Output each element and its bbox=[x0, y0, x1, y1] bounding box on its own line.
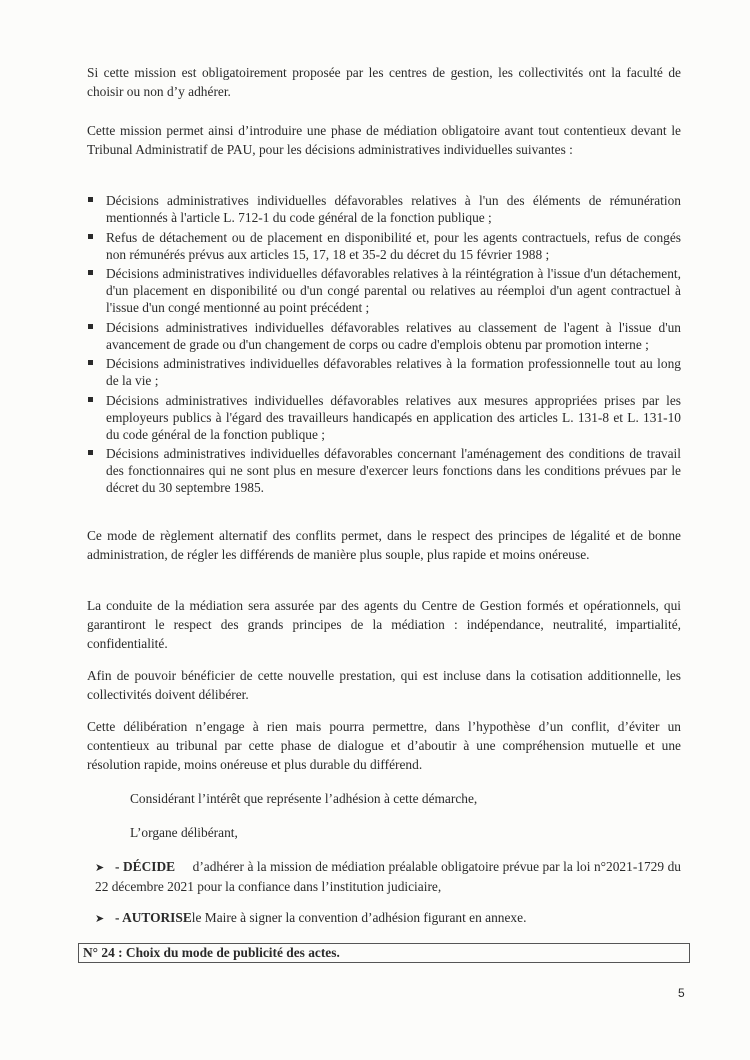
bullet-icon bbox=[88, 324, 93, 329]
organe-line: L’organe délibérant, bbox=[130, 825, 238, 840]
page-number: 5 bbox=[678, 986, 685, 1000]
paragraph-alternative-settlement: Ce mode de règlement alternatif des conflits permet, dans le respect des principes de légalité et de bonne administration, de régler les différends de manière plus souple, plus rapide et moins onéreuse. bbox=[87, 528, 681, 562]
paragraph-benefit: Afin de pouvoir bénéficier de cette nouvelle prestation, qui est incluse dans la cotisation additionnelle, les collectivités doivent délibérer. bbox=[87, 668, 681, 702]
paragraph-mission-intro: Cette mission permet ainsi d’introduire une phase de médiation obligatoire avant tout contentieux devant le Tribunal Administratif de PAU, pour les décisions administratives individuelles suivantes : bbox=[87, 123, 681, 157]
arrow-icon: ➤ bbox=[95, 912, 105, 925]
bullet-icon bbox=[88, 270, 93, 275]
decide-clause bbox=[95, 857, 681, 896]
list-item: Décisions administratives individuelles défavorables relatives à la formation professionnelle tout au long de la vie ; bbox=[87, 355, 681, 389]
list-item: Décisions administratives individuelles défavorables relatives à l'un des éléments de rémunération mentionnés à l'article L. 712-1 du code général de la fonction publique ; bbox=[87, 192, 681, 226]
bullet-icon bbox=[88, 234, 93, 239]
bullet-icon bbox=[88, 450, 93, 455]
paragraph-deliberation: Cette délibération n’engage à rien mais pourra permettre, dans l’hypothèse d’un conflit, d’éviter un contentieux au tribunal par cette phase de dialogue et d’aboutir à une compréhension mutuelle et une résolution rapide, moins onéreuse et plus durable du différend. bbox=[87, 719, 681, 772]
bullet-icon bbox=[88, 197, 93, 202]
considerant-line: Considérant l’intérêt que représente l’adhésion à cette démarche, bbox=[130, 791, 478, 806]
decision-list bbox=[87, 192, 681, 499]
paragraph-mediation-conduct: La conduite de la médiation sera assurée par des agents du Centre de Gestion formés et opérationnels, qui garantiront le respect des grands principes de la médiation : indépendance, neutralité, impartialité, confidentialité. bbox=[87, 598, 681, 651]
autorise-clause bbox=[95, 908, 681, 928]
autorise-label: - AUTORISE bbox=[115, 910, 192, 925]
list-item: Décisions administratives individuelles défavorables relatives à la réintégration à l'issue d'un détachement, d'un placement en disponibilité ou d'un congé parental ou relatives au réemploi d'un agent contractuel à l'issue d'un congé mentionné au point précédent ; bbox=[87, 265, 681, 316]
autorise-text: le Maire à signer la convention d’adhésion figurant en annexe. bbox=[191, 910, 527, 925]
decide-label: - DÉCIDE bbox=[115, 859, 176, 874]
list-item: Décisions administratives individuelles défavorables relatives au classement de l'agent à l'issue d'un avancement de grade ou d'un changement de corps ou cadre d'emplois obtenu par promotion interne ; bbox=[87, 319, 681, 353]
arrow-icon: ➤ bbox=[95, 861, 105, 874]
list-item: Décisions administratives individuelles défavorables relatives aux mesures appropriées prises par les employeurs publics à l'égard des travailleurs handicapés en application des articles L. 131-8 et L. 131-10 du code général de la fonction publique ; bbox=[87, 392, 681, 443]
paragraph-adhesion-choice: Si cette mission est obligatoirement proposée par les centres de gestion, les collectivités ont la faculté de choisir ou non d’y adhérer. bbox=[87, 65, 681, 99]
list-item: Refus de détachement ou de placement en disponibilité et, pour les agents contractuels, refus de congés non rémunérés prévus aux articles 15, 17, 18 et 35-2 du décret du 15 février 1988 ; bbox=[87, 229, 681, 263]
section-heading-box: N° 24 : Choix du mode de publicité des actes. bbox=[78, 943, 690, 963]
list-item: Décisions administratives individuelles défavorables concernant l'aménagement des conditions de travail des fonctionnaires qui ne sont plus en mesure d'exercer leurs fonctions dans les conditions prévues par le décret du 30 septembre 1985. bbox=[87, 445, 681, 496]
decide-text: d’adhérer à la mission de médiation préalable obligatoire prévue par la loi n°2021-1729 du 22 décembre 2021 pour la confiance dans l’institution judiciaire, bbox=[95, 859, 681, 894]
bullet-icon bbox=[88, 360, 93, 365]
bullet-icon bbox=[88, 397, 93, 402]
